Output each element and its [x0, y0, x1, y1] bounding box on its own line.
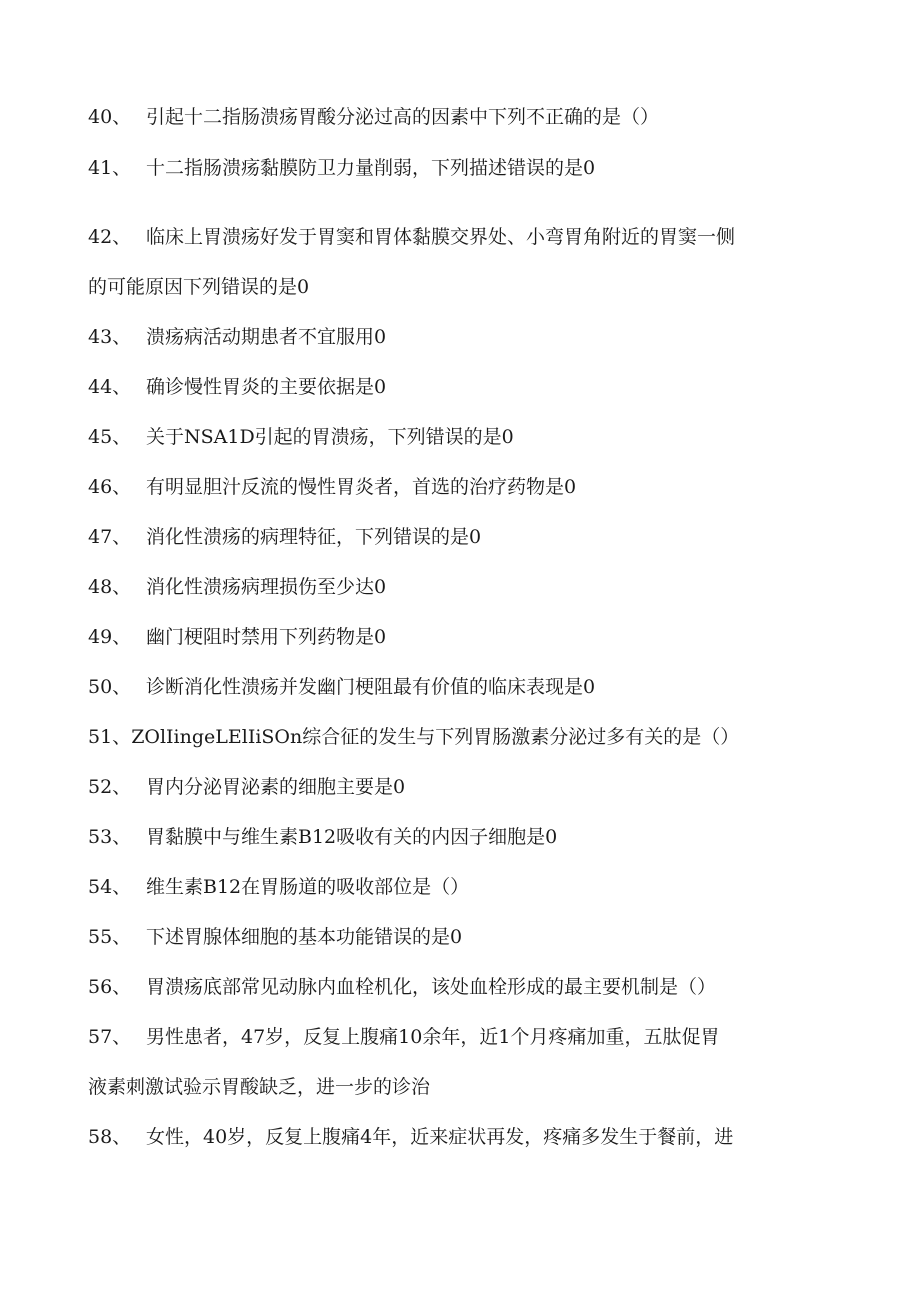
question-number: 40、	[88, 106, 132, 128]
question-42-continuation: 的可能原因下列错误的是0	[88, 276, 310, 298]
question-text: 临床上胃溃疡好发于胃窦和胃体黏膜交界处、小弯胃角附近的胃窦一侧	[146, 226, 736, 248]
question-number: 43、	[88, 326, 132, 348]
question-text: 关于NSA1D引起的胃溃疡，下列错误的是0	[146, 426, 514, 448]
question-40	[88, 105, 833, 129]
question-text: 有明显胆汁反流的慢性胃炎者，首选的治疗药物是0	[146, 476, 577, 498]
question-number: 54、	[88, 876, 132, 898]
question-text: 确诊慢性胃炎的主要依据是0	[146, 376, 387, 398]
question-56	[88, 975, 833, 999]
question-number: 41、	[88, 157, 132, 179]
question-text: 男性患者，47岁，反复上腹痛10余年，近1个月疼痛加重，五肽促胃	[146, 1026, 720, 1048]
question-text: 十二指肠溃疡黏膜防卫力量削弱，下列描述错误的是0	[146, 157, 596, 179]
question-number: 45、	[88, 426, 132, 448]
question-text: 诊断消化性溃疡并发幽门梗阻最有价值的临床表现是0	[146, 676, 596, 698]
question-number: 47、	[88, 526, 132, 548]
question-number: 55、	[88, 926, 132, 948]
question-57-continuation: 液素刺激试验示胃酸缺乏，进一步的诊治	[88, 1076, 431, 1098]
question-text: 胃溃疡底部常见动脉内血栓机化，该处血栓形成的最主要机制是（）	[146, 976, 717, 998]
question-text: 维生素B12在胃肠道的吸收部位是（）	[146, 876, 470, 898]
question-number: 56、	[88, 976, 132, 998]
question-45	[88, 425, 833, 449]
question-number: 48、	[88, 576, 132, 598]
question-number: 51、	[88, 726, 132, 748]
question-text: 引起十二指肠溃疡胃酸分泌过高的因素中下列不正确的是（）	[146, 106, 660, 128]
question-46	[88, 475, 833, 499]
question-number: 44、	[88, 376, 132, 398]
question-text: 女性，40岁，反复上腹痛4年，近来症状再发，疼痛多发生于餐前，进	[146, 1126, 734, 1148]
question-49	[88, 625, 833, 649]
question-number: 49、	[88, 626, 132, 648]
question-55	[88, 925, 833, 949]
question-42	[88, 225, 833, 249]
question-54	[88, 875, 833, 899]
question-number: 53、	[88, 826, 132, 848]
question-number: 42、	[88, 226, 132, 248]
question-57	[88, 1025, 833, 1049]
question-50	[88, 675, 833, 699]
question-53	[88, 825, 833, 849]
question-number: 58、	[88, 1126, 132, 1148]
question-text: 消化性溃疡病理损伤至少达0	[146, 576, 387, 598]
question-text: 溃疡病活动期患者不宜服用0	[146, 326, 387, 348]
question-text: 幽门梗阻时禁用下列药物是0	[146, 626, 387, 648]
question-47	[88, 525, 833, 549]
question-text: ZOlIingeLElIiSOn综合征的发生与下列胃肠激素分泌过多有关的是（）	[131, 726, 740, 748]
question-text: 下述胃腺体细胞的基本功能错误的是0	[146, 926, 463, 948]
question-text: 消化性溃疡的病理特征，下列错误的是0	[146, 526, 482, 548]
question-41	[88, 156, 833, 180]
question-58	[88, 1125, 833, 1149]
question-number: 46、	[88, 476, 132, 498]
question-text: 胃内分泌胃泌素的细胞主要是0	[146, 776, 406, 798]
question-number: 52、	[88, 776, 132, 798]
question-text: 胃黏膜中与维生素B12吸收有关的内因子细胞是0	[146, 826, 558, 848]
question-number: 57、	[88, 1026, 132, 1048]
question-52	[88, 775, 833, 799]
question-44	[88, 375, 833, 399]
question-43	[88, 325, 833, 349]
question-51	[88, 725, 833, 749]
question-48	[88, 575, 833, 599]
question-number: 50、	[88, 676, 132, 698]
